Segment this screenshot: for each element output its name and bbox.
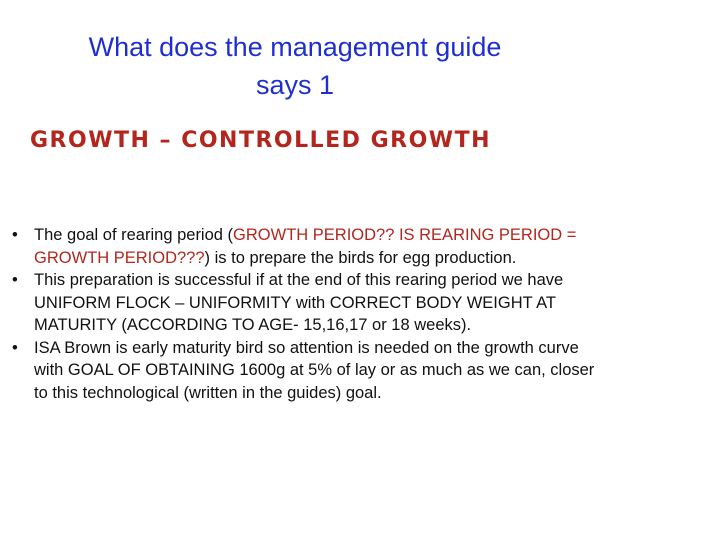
- bullet-item-uniform-flock: [0, 269, 600, 337]
- title-line-1: What does the management guide: [88, 32, 502, 62]
- bullet-text-pre: The goal of rearing period (: [34, 226, 234, 244]
- slide-title: [0, 28, 590, 104]
- bullet-highlight: GROWTH PERIOD?? IS REARING PERIOD = GROWTH PERIOD???: [34, 226, 577, 267]
- bullet-marker: •: [12, 271, 18, 289]
- bullet-text-post: ) is to prepare the birds for egg production.: [204, 248, 517, 267]
- bullet-item-rearing-goal: [0, 224, 600, 269]
- slide-subtitle: GROWTH – CONTROLLED GROWTH: [30, 128, 491, 153]
- bullet-list: [0, 224, 600, 404]
- bullet-text: This preparation is successful if at the end of this rearing period we have UNIFORM FLOCK – UNIFORMITY with CORRECT BODY WEIGHT AT MATURITY (ACCORDING TO AGE- 15,16,17 or 18 weeks).: [34, 271, 564, 334]
- bullet-marker: •: [12, 338, 18, 357]
- bullet-marker: •: [12, 226, 18, 244]
- bullet-text: ISA Brown is early maturity bird so attention is needed on the growth curve with GOAL OF OBTAINING 1600g at 5% of lay or as much as we can, closer to this technological (written in the guides) goal.: [34, 338, 595, 402]
- title-line-2: says 1: [255, 70, 335, 100]
- bullet-item-isa-brown: [0, 337, 600, 405]
